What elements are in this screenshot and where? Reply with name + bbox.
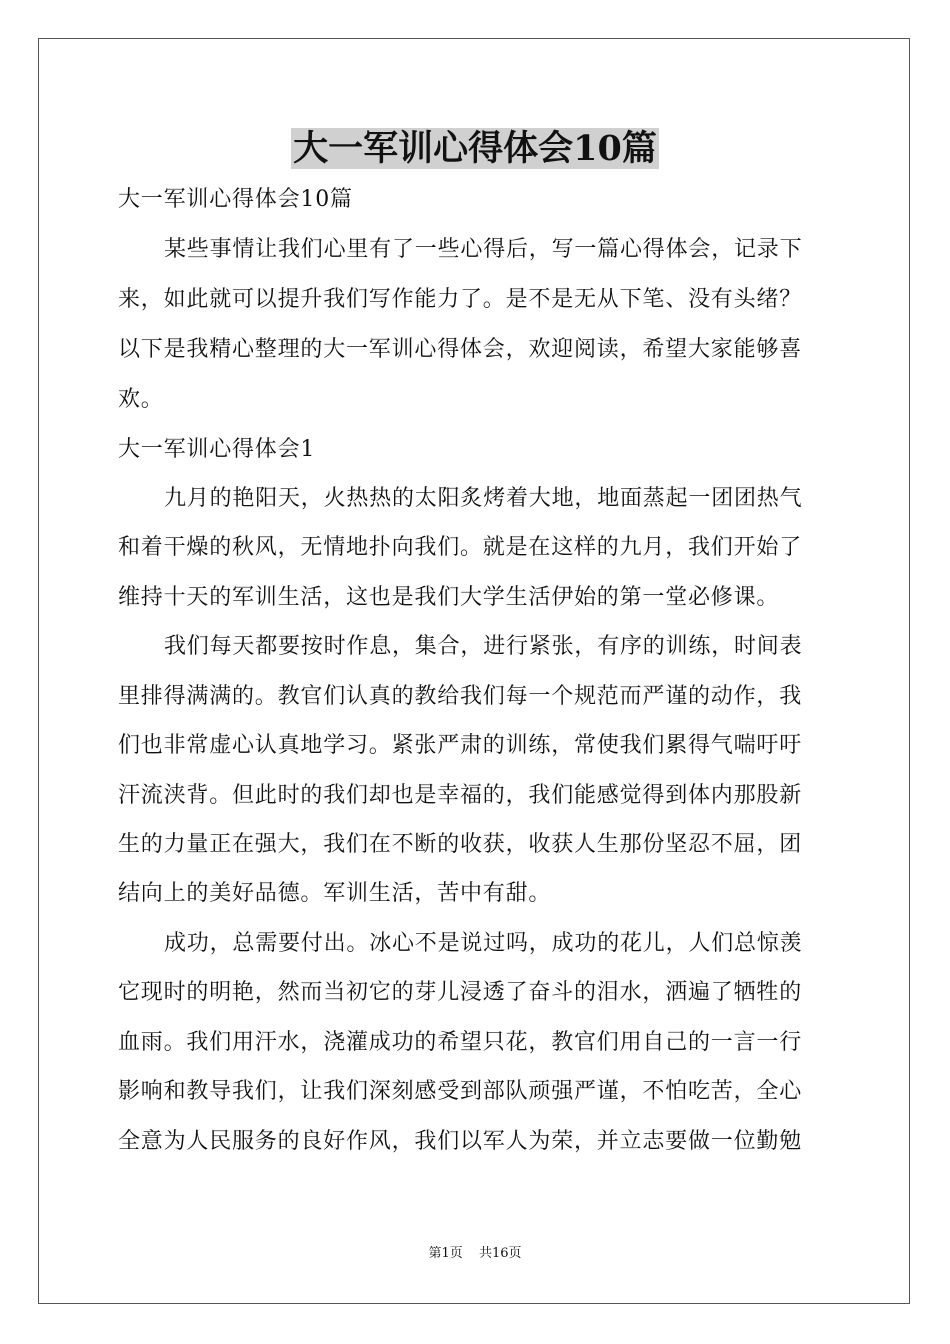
intro-line: 来，如此就可以提升我们写作能力了。是不是无从下笔、没有头绪？: [118, 287, 803, 312]
subtitle: 大一军训心得体会10篇: [118, 187, 353, 212]
paragraph-line: 们也非常虚心认真地学习。紧张严肃的训练，常使我们累得气喘吁吁: [118, 733, 803, 758]
intro-line: 某些事情让我们心里有了一些心得后，写一篇心得体会，记录下: [164, 237, 803, 262]
intro-line: 欢。: [118, 387, 164, 412]
paragraph-line: 和着干燥的秋风，无情地扑向我们。就是在这样的九月，我们开始了: [118, 535, 803, 560]
paragraph-line: 九月的艳阳天，火热热的太阳炙烤着大地，地面蒸起一团团热气: [164, 486, 803, 511]
paragraph-line: 它现时的明艳，然而当初它的芽儿浸透了奋斗的泪水，洒遍了牺牲的: [118, 980, 803, 1005]
section-heading: 大一军训心得体会1: [118, 437, 316, 462]
paragraph-line: 结向上的美好品德。军训生活，苦中有甜。: [118, 881, 552, 906]
paragraph-line: 汗流浃背。但此时的我们却也是幸福的，我们能感觉得到体内那股新: [118, 783, 803, 808]
paragraph-line: 我们每天都要按时作息，集合，进行紧张，有序的训练，时间表: [164, 634, 803, 659]
paragraph-line: 生的力量正在强大，我们在不断的收获，收获人生那份坚忍不屈，团: [118, 832, 803, 857]
document-title: 大一军训心得体会10篇: [293, 128, 657, 169]
page-number: 第1页: [428, 1246, 463, 1261]
paragraph-line: 血雨。我们用汗水，浇灌成功的希望只花，教官们用自己的一言一行: [118, 1030, 803, 1055]
paragraph-line: 成功，总需要付出。冰心不是说过吗，成功的花儿，人们总惊羡: [164, 931, 803, 956]
intro-line: 以下是我精心整理的大一军训心得体会，欢迎阅读，希望大家能够喜: [118, 337, 803, 362]
page-total: 共16页: [478, 1246, 522, 1261]
paragraph-line: 影响和教导我们，让我们深刻感受到部队顽强严谨，不怕吃苦，全心: [118, 1079, 803, 1104]
paragraph-line: 维持十天的军训生活，这也是我们大学生活伊始的第一堂必修课。: [118, 585, 780, 610]
paragraph-line: 里排得满满的。教官们认真的教给我们每一个规范而严谨的动作，我: [118, 684, 803, 709]
page-footer: [0, 1244, 950, 1264]
paragraph-line: 全意为人民服务的良好作风，我们以军人为荣，并立志要做一位勤勉: [118, 1129, 803, 1154]
